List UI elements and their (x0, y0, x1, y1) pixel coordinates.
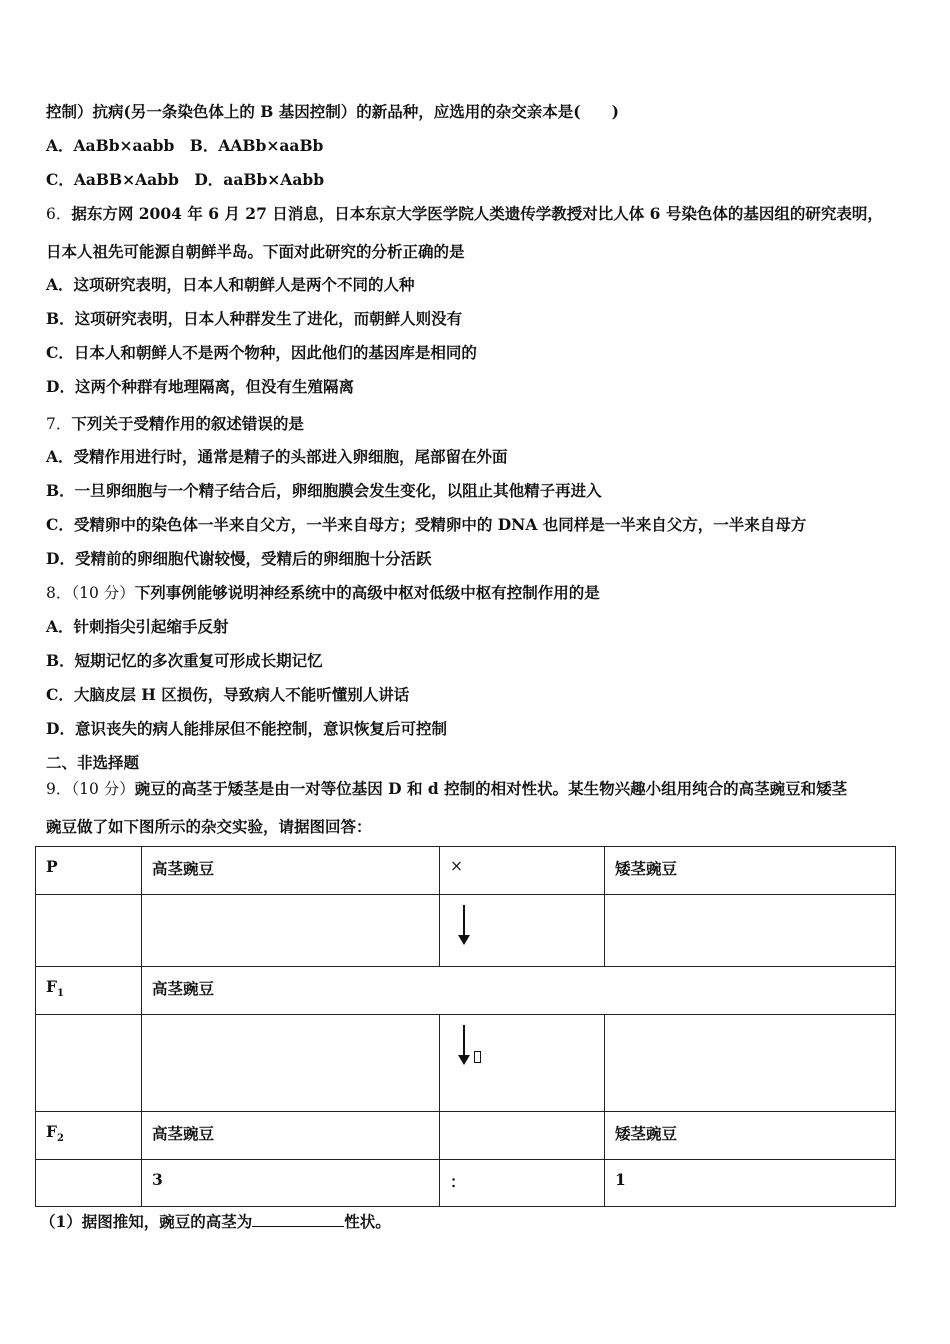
arrow-cell (440, 895, 605, 967)
q6-stem-line1 (46, 204, 883, 224)
q8-number: 8．（10 分） (46, 584, 135, 602)
q7-stem-text: 下列关于受精作用的叙述错误的是 (71, 414, 304, 433)
f1-label: $F_1$ (36, 967, 142, 1015)
q9-number: 9．（10 分） (46, 780, 135, 798)
ratio-short: 1 (605, 1160, 896, 1207)
f1-tall-pea: 高茎豌豆 (142, 967, 896, 1015)
q8-option-b: B．短期记忆的多次重复可形成长期记忆 (46, 651, 323, 670)
p-label: P (36, 847, 142, 895)
f2-label: $F_2$ (36, 1112, 142, 1160)
q5-stem: 控制）抗病(另一条染色体上的 B 基因控制）的新品种，应选用的杂交亲本是( ) (46, 102, 619, 121)
q6-option-c: C．日本人和朝鲜人不是两个物种，因此他们的基因库是相同的 (46, 343, 477, 362)
p-tall-pea: 高茎豌豆 (142, 847, 440, 895)
q6-number: 6． (46, 205, 72, 223)
ratio-tall: 3 (142, 1160, 440, 1207)
q8-option-d: D．意识丧失的病人能排尿但不能控制，意识恢复后可控制 (46, 719, 447, 738)
f2-row (36, 1112, 896, 1160)
q6-option-b: B．这项研究表明，日本人种群发生了进化，而朝鲜人则没有 (46, 309, 463, 328)
q6-option-d: D．这两个种群有地理隔离，但没有生殖隔离 (46, 377, 354, 396)
q6-option-a: A．这项研究表明，日本人和朝鲜人是两个不同的人种 (46, 275, 415, 294)
q8-option-a: A．针刺指尖引起缩手反射 (46, 617, 229, 636)
q9-sub1: （1）据图推知，豌豆的高茎为 性状。 (40, 1212, 391, 1231)
q9-stem-line1 (46, 779, 847, 799)
q7-stem (46, 414, 304, 434)
cross-sign: × (440, 847, 605, 895)
q9-stem-text: 豌豆的高茎于矮茎是由一对等位基因 D 和 d 控制的相对性状。某生物兴趣小组用纯合的高茎豌豆和矮茎 (134, 779, 848, 798)
down-arrow-icon (458, 905, 470, 947)
q7-option-a: A．受精作用进行时，通常是精子的头部进入卵细胞，尾部留在外面 (46, 447, 508, 466)
section-heading: 二、非选择题 (46, 753, 140, 772)
p-row (36, 847, 896, 895)
cross-diagram-table (35, 846, 896, 1207)
q7-option-b: B．一旦卵细胞与一个精子结合后，卵细胞膜会发生变化，以阻止其他精子再进入 (46, 481, 602, 500)
q5-options-ab: A．AaBb×aabb B．AABb×aaBb (46, 136, 324, 155)
p-arrow-row (36, 895, 896, 967)
ratio-colon: ： (440, 1160, 605, 1207)
q5-options-cd: C．AaBB×Aabb D．aaBb×Aabb (46, 170, 325, 189)
q8-stem (46, 583, 600, 603)
q7-number: 7． (46, 415, 72, 433)
f1-arrow-row (36, 1015, 896, 1112)
self-pollination-icon (474, 1051, 481, 1063)
self-cross-cell (440, 1015, 605, 1112)
ratio-row (36, 1160, 896, 1207)
q8-option-c: C．大脑皮层 H 区损伤，导致病人不能听懂别人讲话 (46, 685, 410, 704)
q7-option-d: D．受精前的卵细胞代谢较慢，受精后的卵细胞十分活跃 (46, 549, 432, 568)
f1-row (36, 967, 896, 1015)
q7-option-c: C．受精卵中的染色体一半来自父方，一半来自母方；受精卵中的 DNA 也同样是一半来自父方，一半来自母方 (46, 515, 807, 534)
q9-stem-line2: 豌豆做了如下图所示的杂交实验，请据图回答： (46, 817, 372, 836)
f2-tall-pea: 高茎豌豆 (142, 1112, 440, 1160)
down-arrow-icon (458, 1025, 470, 1067)
f2-short-pea: 矮茎豌豆 (605, 1112, 896, 1160)
q8-stem-text: 下列事例能够说明神经系统中的高级中枢对低级中枢有控制作用的是 (134, 583, 600, 602)
q6-stem-line2: 日本人祖先可能源自朝鲜半岛。下面对此研究的分析正确的是 (46, 242, 465, 261)
answer-blank[interactable] (252, 1212, 344, 1227)
q6-stem-text: 据东方网 2004 年 6 月 27 日消息，日本东京大学医学院人类遗传学教授对比人体 6 号染色体的基因组的研究表明， (71, 204, 883, 223)
p-short-pea: 矮茎豌豆 (605, 847, 896, 895)
